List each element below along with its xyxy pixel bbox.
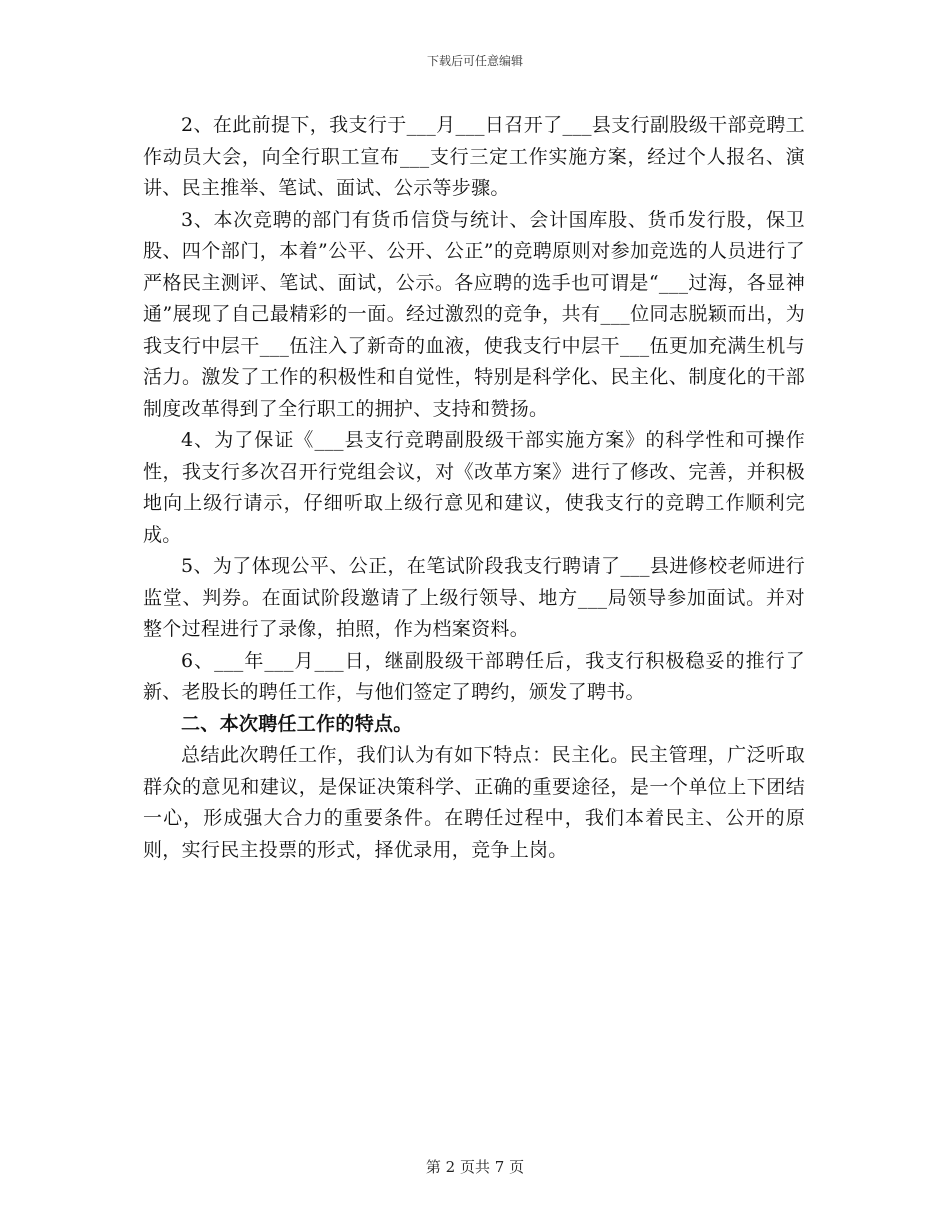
paragraph-summary: 总结此次聘任工作，我们认为有如下特点：民主化。民主管理，广泛听取群众的意见和建议，是保证决策科学、正确的重要途径，是一个单位上下团结一心，形成强大合力的重要条件。在聘任过程中，我们本着民主、公开的原则，实行民主投票的形式，择优录用，竞争上岗。 [143, 744, 805, 861]
page-header: 下载后可任意编辑 [426, 54, 523, 68]
paragraph-6: 6、___年___月___日，继副股级干部聘任后，我支行积极稳妥的推行了新、老股长的聘任工作，与他们签定了聘约，颁发了聘书。 [143, 649, 805, 703]
paragraph-4: 4、为了保证《___县支行竞聘副股级干部实施方案》的科学性和可操作性，我支行多次召开行党组会议，对《改革方案》进行了修改、完善，并积极地向上级行请示，仔细听取上级行意见和建议，使我支行的竞聘工作顺利完成。 [143, 429, 805, 546]
paragraph-2: 2、在此前提下，我支行于___月___日召开了___县支行副股级干部竞聘工作动员大会，向全行职工宣布___支行三定工作实施方案，经过个人报名、演讲、民主推举、笔试、面试、公示等步骤。 [143, 114, 805, 199]
page-footer: 第 2 页共 7 页 [425, 1158, 525, 1176]
paragraph-3: 3、本次竞聘的部门有货币信贷与统计、会计国库股、货币发行股，保卫股、四个部门，本着”公平、公开、公正”的竞聘原则对参加竞选的人员进行了严格民主测评、笔试、面试，公示。各应聘的选手也可谓是“___过海，各显神通”展现了自己最精彩的一面。经过激烈的竞争，共有___位同志脱颖而出，为我支行中层干___伍注入了新奇的血液，使我支行中层干___伍更加充满生机与活力。激发了工作的积极性和自觉性，特别是科学化、民主化、制度化的干部制度改革得到了全行职工的拥护、支持和赞扬。 [143, 208, 805, 420]
paragraph-5: 5、为了体现公平、公正，在笔试阶段我支行聘请了___县进修校老师进行监堂、判券。在面试阶段邀请了上级行领导、地方___局领导参加面试。并对整个过程进行了录像，拍照，作为档案资料。 [143, 555, 805, 640]
document-body [143, 110, 805, 866]
section-heading: 二、本次聘任工作的特点。 [181, 712, 413, 735]
